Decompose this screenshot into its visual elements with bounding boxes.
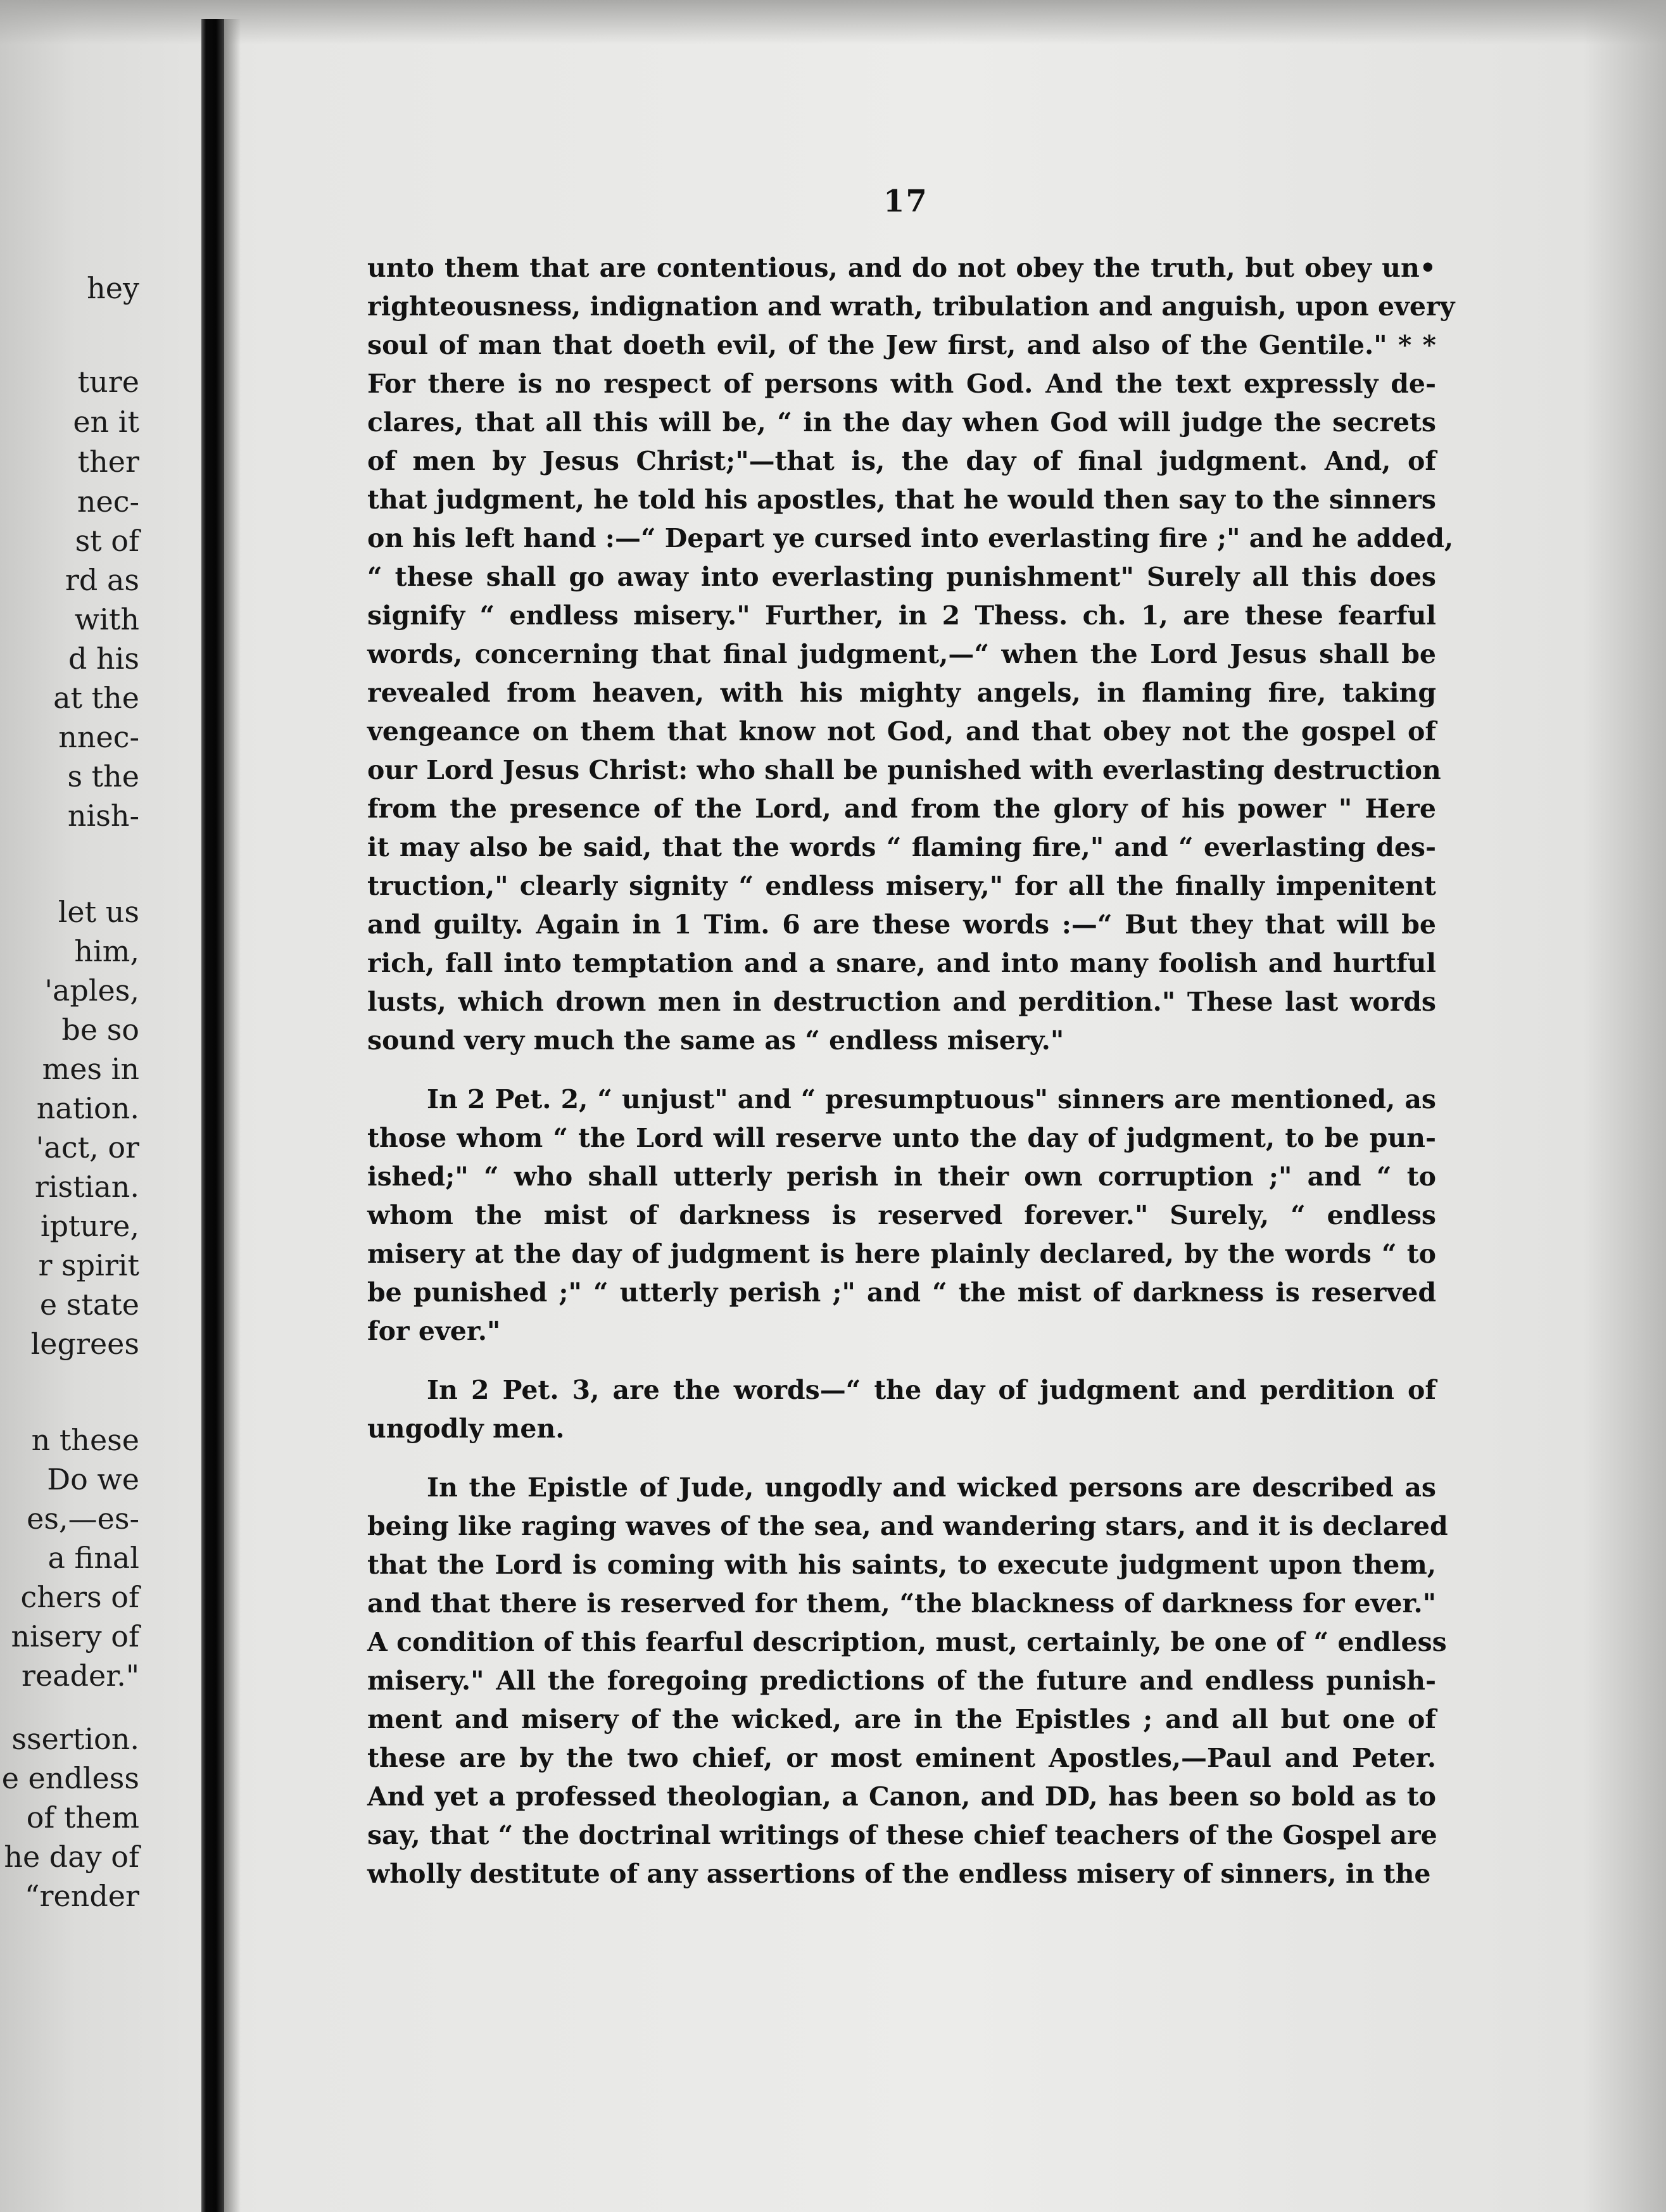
text-line: “ these shall go away into everlasting punishment" Surely all this does [367,562,1436,592]
text-line: soul of man that doeth evil, of the Jew first, and also of the Gentile." * * [367,330,1436,360]
text-line: In 2 Pet. 3, are the words—“ the day of judgment and perdition of [427,1375,1436,1405]
text-line: those whom “ the Lord will reserve unto the day of judgment, to be pun- [367,1123,1436,1153]
text-line: misery at the day of judgment is here plainly declared, by the words “ to [367,1239,1436,1269]
text-line: these are by the two chief, or most eminent Apostles,—Paul and Peter. [367,1743,1436,1773]
text-line: And yet a professed theologian, a Canon, and DD, has been so bold as to [367,1781,1436,1812]
top-edge-shadow [0,0,1666,44]
text-line: signify “ endless misery." Further, in 2 Thess. ch. 1, are these fearful [367,600,1436,631]
text-line: from the presence of the Lord, and from the glory of his power " Here [367,793,1436,824]
text-line: righteousness, indignation and wrath, tribulation and anguish, upon every [367,291,1455,322]
text-line: ished;" “ who shall utterly perish in their own corruption ;" and “ to [367,1161,1436,1192]
text-line: A condition of this fearful description, must, certainly, be one of “ endless [367,1627,1447,1657]
text-line: In the Epistle of Jude, ungodly and wicked persons are described as [427,1472,1436,1503]
facing-page-fragment: chers of [20,1580,139,1614]
facing-page-fragment: nec- [77,484,139,519]
facing-page-fragment: be so [61,1013,139,1047]
facing-page-fragment: at the [53,681,139,715]
facing-page-fragment: with [74,602,139,636]
text-line: In 2 Pet. 2, “ unjust" and “ presumptuous" sinners are mentioned, as [427,1084,1436,1115]
text-line: rich, fall into temptation and a snare, and into many foolish and hurtful [367,948,1436,978]
paragraph [367,249,1455,1060]
text-line: be punished ;" “ utterly perish ;" and “ the mist of darkness is reserved [367,1277,1436,1308]
text-line: of men by Jesus Christ;"—that is, the day of final judgment. And, of [367,446,1436,476]
body-text [367,249,1455,1914]
text-line: that judgment, he told his apostles, that he would then say to the sinners [367,484,1436,515]
text-line: truction," clearly signity “ endless misery," for all the finally impenitent [367,871,1436,901]
text-line: wholly destitute of any assertions of the endless misery of sinners, in the [367,1859,1431,1889]
facing-page-fragment: 'act, or [35,1130,139,1165]
text-line: on his left hand :—“ Depart ye cursed into everlasting fire ;" and he added, [367,523,1454,553]
gutter-shadow [224,19,241,2212]
facing-page-fragment: he day of [4,1840,139,1874]
text-line: our Lord Jesus Christ: who shall be punished with everlasting destruction [367,755,1441,785]
facing-page-fragment: of them [26,1800,139,1835]
facing-page-fragment: n these [31,1423,139,1457]
facing-page-fragment: st of [75,524,139,558]
text-line: lusts, which drown men in destruction and perdition." These last words [367,987,1436,1017]
binding-gutter [201,19,224,2212]
facing-page-edge [0,0,190,2212]
facing-page-fragment: “render [24,1879,139,1913]
text-line: For there is no respect of persons with God. And the text expressly de- [367,369,1436,399]
facing-page-fragment: en it [73,405,139,439]
text-line: say, that “ the doctrinal writings of these chief teachers of the Gospel are [367,1820,1437,1850]
page-number: 17 [883,184,928,219]
facing-page-fragment: e endless [1,1761,139,1795]
text-line: ungodly men. [367,1413,565,1444]
facing-page-fragment: reader." [21,1659,139,1693]
facing-page-fragment: hey [87,271,139,305]
facing-page-fragment: ristian. [34,1170,139,1204]
text-line: sound very much the same as “ endless misery." [367,1025,1064,1056]
facing-page-fragment: ipture, [40,1209,139,1243]
facing-page-fragment: e state [39,1287,139,1322]
paragraph [367,1371,1436,1448]
text-line: being like raging waves of the sea, and wandering stars, and it is declared [367,1511,1448,1541]
facing-page-fragment: 'aples, [44,973,139,1008]
facing-page-fragment: ssertion. [11,1722,139,1756]
facing-page-fragment: ture [77,365,139,399]
facing-page-fragment: es,—es- [27,1501,139,1536]
facing-page-fragment: him, [74,934,139,968]
text-line: unto them that are contentious, and do not obey the truth, but obey un• [367,253,1436,283]
facing-page-fragment: mes in [42,1052,139,1086]
text-line: and that there is reserved for them, “the blackness of darkness for ever." [367,1588,1436,1619]
facing-page-fragment: d his [68,641,139,676]
facing-page-fragment: rd as [65,563,139,597]
facing-page-fragment: nish- [67,799,139,833]
facing-page-fragment: nation. [36,1091,139,1125]
text-line: ment and misery of the wicked, are in the Epistles ; and all but one of [367,1704,1436,1735]
facing-page-fragment: s the [67,759,139,793]
text-line: and guilty. Again in 1 Tim. 6 are these words :—“ But they that will be [367,909,1436,940]
facing-page-fragment: nnec- [58,720,139,754]
text-line: whom the mist of darkness is reserved forever." Surely, “ endless [367,1200,1436,1230]
text-line: vengeance on them that know not God, and that obey not the gospel of [367,716,1436,747]
text-line: misery." All the foregoing predictions of the future and endless punish- [367,1665,1436,1696]
facing-page-fragment: nisery of [11,1619,139,1653]
text-line: for ever." [367,1316,501,1346]
text-line: clares, that all this will be, “ in the day when God will judge the secrets [367,407,1436,438]
text-line: it may also be said, that the words “ flaming fire," and “ everlasting des- [367,832,1436,863]
facing-page-fragment: r spirit [38,1248,139,1282]
facing-page-fragment: ther [77,445,139,479]
text-line: that the Lord is coming with his saints, to execute judgment upon them, [367,1550,1436,1580]
facing-page-fragment: Do we [47,1462,139,1496]
paragraph [367,1469,1448,1893]
facing-page-fragment: a final [47,1541,139,1575]
text-line: revealed from heaven, with his mighty angels, in flaming fire, taking [367,678,1436,708]
paragraph [367,1080,1436,1351]
text-line: words, concerning that final judgment,—“ when the Lord Jesus shall be [367,639,1436,669]
facing-page-fragment: let us [58,895,139,929]
facing-page-fragment: legrees [30,1327,139,1361]
